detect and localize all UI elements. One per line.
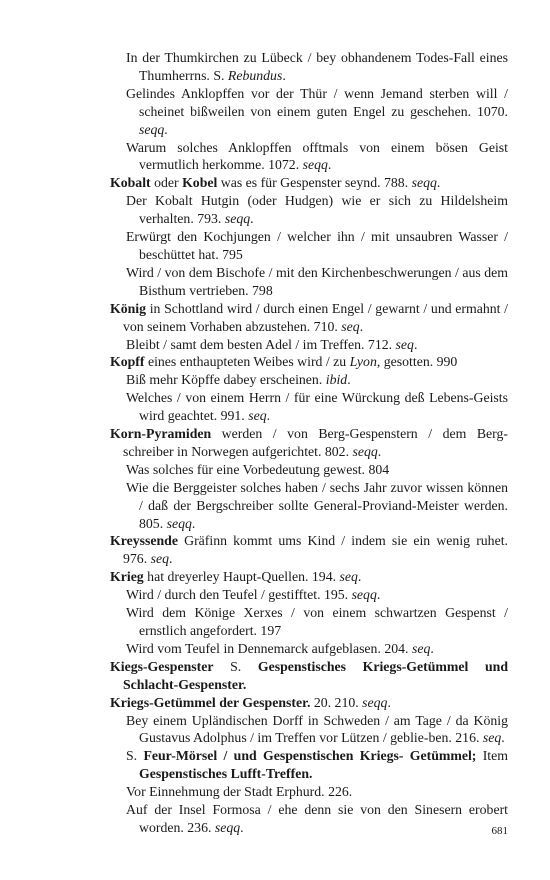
italic-text: seqq — [351, 587, 377, 603]
entry-text: S. — [126, 748, 144, 764]
headword-text: Gespenstisches Kriegs-Getümmel und Schlacht-Gespenster. — [123, 658, 508, 692]
entry-text: . — [413, 336, 418, 352]
italic-text: seq — [411, 640, 431, 656]
entry-text: . — [191, 515, 196, 531]
index-entries — [110, 49, 508, 837]
entry-text: Biß mehr Köpffe dabey erscheinen. — [126, 372, 326, 388]
entry-text: werden / von Berg-Gespenstern / dem Berg-schreiber in Norwegen aufgerichtet. 802. — [123, 426, 508, 459]
entry-text: in Schottland wird / durch einen Engel / gewarnt / und ermahnt / von seinem Vorhaben abzustehen. 710. — [123, 300, 508, 334]
entry-text: hat dreyerley Haupt-Quellen. 194. — [143, 569, 340, 585]
italic-text: seqq — [352, 443, 378, 459]
entry-text: Bey einem Upländischen Dorff in Schweden / am Tage / da König Gustavus Adolphus / im Treffen vor Lützen / geblie-ben. 216. — [126, 712, 508, 746]
entry-text: . — [240, 819, 244, 835]
entry-text: . — [282, 67, 286, 83]
index-subentry — [110, 783, 508, 801]
entry-text: . — [430, 640, 434, 656]
italic-text: Rebundus — [227, 67, 283, 83]
italic-text: seqq — [214, 819, 241, 835]
entry-text: . — [347, 372, 351, 388]
headword-text: Kreyssende — [110, 533, 178, 549]
italic-text: seq — [395, 336, 414, 352]
headword-text: Krieg — [110, 569, 144, 585]
italic-text: ibid — [325, 372, 348, 388]
italic-text: seq — [339, 569, 358, 585]
index-subentry — [110, 479, 508, 533]
italic-text: seq — [150, 551, 169, 567]
index-subentry — [110, 801, 508, 837]
entry-text: . — [266, 408, 271, 424]
headword-text: Feur-Mörsel / und Gespenstischen Kriegs- Getümmel; — [143, 748, 477, 764]
entry-text: Bleibt / samt dem besten Adel / im Treffen. 712. — [126, 336, 396, 352]
entry-text: . — [250, 211, 254, 227]
index-subentry — [110, 85, 508, 139]
entry-text: Erwürgt den Kochjungen / welcher ihn / mit unsaubren Wasser / beschüttet hat. 795 — [126, 229, 508, 262]
entry-text: . — [169, 551, 173, 567]
entry-text: was es für Gespenster seynd. 788. — [217, 175, 412, 191]
index-subentry — [110, 139, 508, 175]
entry-text: . — [377, 443, 382, 459]
entry-text: Wird / durch den Teufel / gestifftet. 195. — [126, 587, 352, 603]
index-subentry — [110, 586, 508, 604]
entry-text: , gesotten. 990 — [376, 354, 458, 370]
entry-text: Vor Einnehmung der Stadt Erphurd. 226. — [126, 784, 353, 800]
index-subentry — [110, 336, 508, 354]
entry-text: Wird dem Könige Xerxes / von einem schwartzen Gespenst / ernstlich angefordert. 197 — [126, 605, 508, 638]
entry-text: Warum solches Anklopffen offtmals von einem bösen Geist vermutlich herkomme. 1072. — [126, 139, 508, 173]
entry-text: . — [359, 318, 364, 334]
italic-text: seq — [341, 318, 360, 334]
entry-text: In der Thumkirchen zu Lübeck / bey obhandenem Todes-Fall eines Thumherrns. S. — [126, 50, 508, 83]
entry-text: eines enthaupteten Weibes wird / zu — [144, 354, 350, 370]
index-subentry — [110, 192, 508, 228]
entry-text: . — [387, 694, 391, 710]
headword-text: Kobel — [182, 175, 218, 191]
entry-text: . — [164, 121, 168, 137]
index-headword-entry — [110, 568, 508, 586]
entry-text: . — [376, 587, 381, 603]
index-subentry — [110, 49, 508, 85]
index-subentry — [110, 747, 508, 783]
entry-text: S. — [213, 658, 258, 674]
entry-text: Item — [476, 748, 508, 764]
headword-text: Kopff — [110, 354, 145, 370]
index-headword-entry — [110, 353, 508, 371]
index-subentry — [110, 461, 508, 479]
index-subentry — [110, 389, 508, 425]
index-headword-entry — [110, 532, 508, 568]
entry-text: Welches / von einem Herrn / für eine Würckung deß Lebens-Geists wird geachtet. 991. — [126, 390, 508, 424]
entry-text: Wie die Berggeister solches haben / sechs Jahr zuvor wissen können / daß der Bergschreiber sollte General-Proviand-Meister werden. 805. — [126, 479, 508, 531]
entry-text: . — [501, 730, 505, 746]
index-headword-entry — [110, 300, 508, 336]
italic-text: seqq — [302, 157, 328, 173]
index-subentry — [110, 371, 508, 389]
entry-text: Was solches für eine Vorbedeutung gewest. 804 — [126, 461, 390, 477]
italic-text: seq — [248, 408, 267, 424]
index-subentry — [110, 604, 508, 640]
page-number: 681 — [491, 825, 508, 837]
index-subentry — [110, 712, 508, 748]
entry-text: Wird / von dem Bischofe / mit den Kirchenbeschwerungen / aus dem Bisthum vertrieben. 798 — [126, 264, 508, 298]
entry-text: Auf der Insel Formosa / ehe denn sie von den Sinesern erobert worden. 236. — [126, 802, 508, 835]
entry-text: Der Kobalt Hutgin (oder Hudgen) wie er sich zu Hildelsheim verhalten. 793. — [126, 193, 508, 227]
headword-text: Kiegs-Gespenster — [110, 658, 214, 674]
index-headword-entry — [110, 658, 508, 694]
headword-text: Korn-Pyramiden — [110, 426, 212, 442]
index-headword-entry — [110, 694, 508, 712]
entry-text: . — [327, 157, 332, 173]
headword-text: Kriegs-Getümmel der Gespenster. — [110, 694, 311, 710]
entry-text: oder — [150, 175, 183, 191]
italic-text: seq — [482, 730, 502, 746]
headword-text: Gespenstisches Lufft-Treffen. — [139, 766, 313, 782]
index-subentry — [110, 228, 508, 264]
index-subentry — [110, 264, 508, 300]
entry-text: 20. 210. — [310, 694, 363, 710]
italic-text: seqq — [166, 515, 192, 531]
index-headword-entry — [110, 425, 508, 461]
headword-text: Kobalt — [110, 175, 151, 191]
entry-text: . — [436, 175, 441, 191]
entry-text: Gelindes Anklopffen vor der Thür / wenn Jemand sterben will / scheinet bißweilen von einem guten Engel zu geschehen. 1070. — [126, 85, 508, 119]
italic-text: seqq — [411, 175, 437, 191]
index-headword-entry — [110, 174, 508, 192]
italic-text: seqq — [362, 694, 388, 710]
headword-text: König — [110, 300, 147, 316]
italic-text: seqq — [224, 211, 251, 227]
index-subentry — [110, 640, 508, 658]
italic-text: Lyon — [349, 354, 377, 370]
entry-text: . — [357, 569, 362, 585]
italic-text: seqq — [139, 121, 165, 137]
entry-text: Gräfinn kommt ums Kind / indem sie ein wenig ruhet. 976. — [123, 533, 508, 567]
entry-text: Wird vom Teufel in Dennemarck aufgeblasen. 204. — [126, 640, 412, 656]
